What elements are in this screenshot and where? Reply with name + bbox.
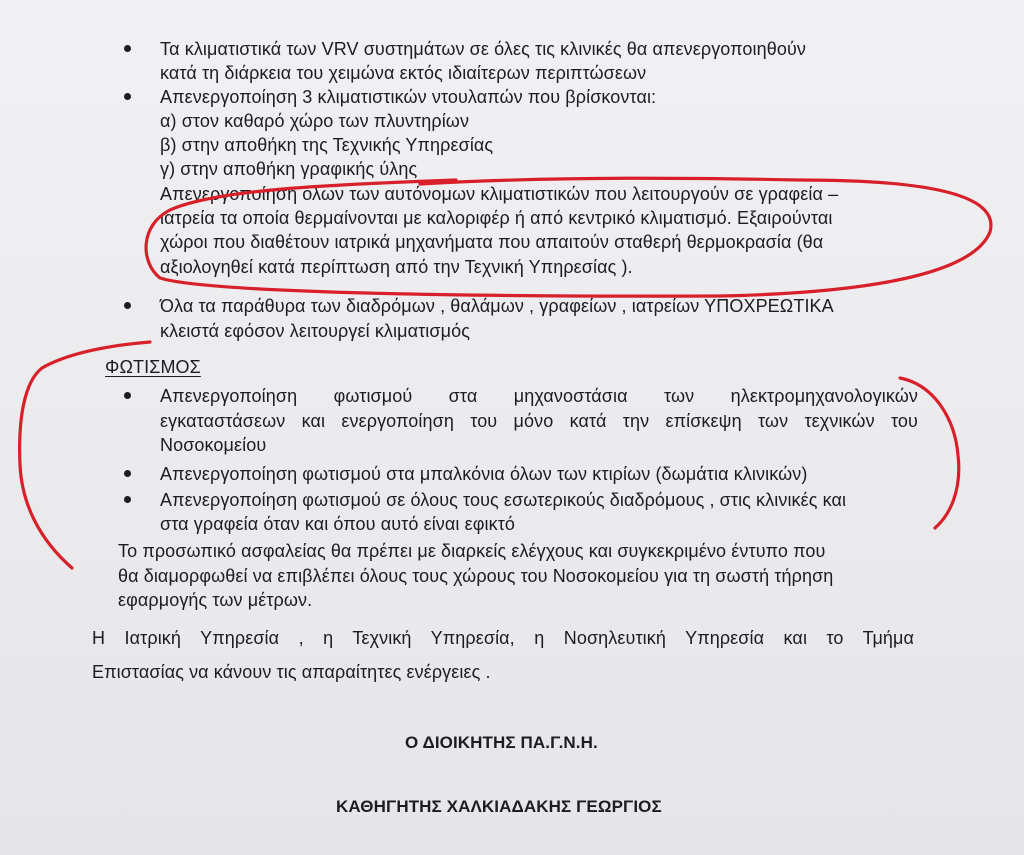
closing-paragraph-line-1: Η Ιατρική Υπηρεσία , η Τεχνική Υπηρεσία, η Νοσηλευτική Υπηρεσία και το Τμήμα [92, 628, 914, 648]
security-paragraph-line-3: εφαρμογής των μέτρων. [118, 590, 313, 610]
lighting-item-3-line-2: στα γραφεία όταν και όπου αυτό είναι εφικτό [160, 514, 516, 534]
bullet-point [124, 93, 131, 100]
hvac-item-2-line-8: αξιολογηθεί κατά περίπτωση από την Τεχνική Υπηρεσίας ). [160, 257, 633, 277]
bullet-point [124, 45, 131, 52]
bullet-point [124, 392, 131, 399]
hvac-item-2-line-3: β) στην αποθήκη της Τεχνικής Υπηρεσίας [160, 135, 494, 155]
lighting-item-2-line-1: Απενεργοποίηση φωτισμού στα μπαλκόνια όλων των κτιρίων (δωμάτια κλινικών) [160, 464, 808, 484]
bullet-point [124, 470, 131, 477]
bullet-point [124, 302, 131, 309]
hvac-item-3-line-1: Όλα τα παράθυρα των διαδρόμων , θαλάμων , γραφείων , ιατρείων ΥΠΟΧΡΕΩΤΙΚΑ [160, 296, 834, 316]
hvac-item-1-line-2: κατά τη διάρκεια του χειμώνα εκτός ιδιαίτερων περιπτώσεων [160, 63, 647, 83]
hvac-item-2-line-2: α) στον καθαρό χώρο των πλυντηρίων [160, 111, 470, 131]
security-paragraph-line-2: θα διαμορφωθεί να επιβλέπει όλους τους χώρους του Νοσοκομείου για τη σωστή τήρηση [118, 566, 834, 586]
hvac-item-2-line-7: χώροι που διαθέτουν ιατρικά μηχανήματα που απαιτούν σταθερή θερμοκρασία (θα [160, 232, 824, 252]
lighting-item-3-line-1: Απενεργοποίηση φωτισμού σε όλους τους εσωτερικούς διαδρόμους , στις κλινικές και [160, 490, 847, 510]
signature-title: Ο ΔΙΟΙΚΗΤΗΣ ΠΑ.Γ.Ν.Η. [405, 733, 598, 752]
section-heading-lighting: ΦΩΤΙΣΜΟΣ [105, 357, 201, 377]
hvac-item-3-line-2: κλειστά εφόσον λειτουργεί κλιματισμός [160, 321, 470, 341]
lighting-item-1-line-3: Νοσοκομείου [160, 435, 267, 455]
signature-name: ΚΑΘΗΓΗΤΗΣ ΧΑΛΚΙΑΔΑΚΗΣ ΓΕΩΡΓΙΟΣ [336, 797, 662, 816]
closing-paragraph-line-2: Επιστασίας να κάνουν τις απαραίτητες ενέργειες . [92, 662, 491, 682]
hvac-item-2-line-5: Απενεργοποίηση όλων των αυτόνομων κλιματιστικών που λειτουργούν σε γραφεία – [160, 184, 839, 204]
hvac-item-2-line-1: Απενεργοποίηση 3 κλιματιστικών ντουλαπών που βρίσκονται: [160, 87, 657, 107]
hvac-item-1-line-1: Τα κλιματιστικά των VRV συστημάτων σε όλες τις κλινικές θα απενεργοποιηθούν [160, 39, 807, 59]
bullet-point [124, 496, 131, 503]
lighting-item-1-line-1: Απενεργοποίηση φωτισμού στα μηχανοστάσια των ηλεκτρομηχανολογικών [160, 386, 918, 406]
hvac-item-2-line-4: γ) στην αποθήκη γραφικής ύλης [160, 159, 418, 179]
hvac-item-2-line-6: ιατρεία τα οποία θερμαίνονται με καλοριφέρ ή από κεντρικό κλιματισμό. Εξαιρούνται [160, 208, 833, 228]
lighting-item-1-line-2: εγκαταστάσεων και ενεργοποίηση του μόνο κατά την επίσκεψη των τεχνικών του [160, 411, 918, 431]
security-paragraph-line-1: Το προσωπικό ασφαλείας θα πρέπει με διαρκείς ελέγχους και συγκεκριμένο έντυπο που [118, 541, 826, 561]
